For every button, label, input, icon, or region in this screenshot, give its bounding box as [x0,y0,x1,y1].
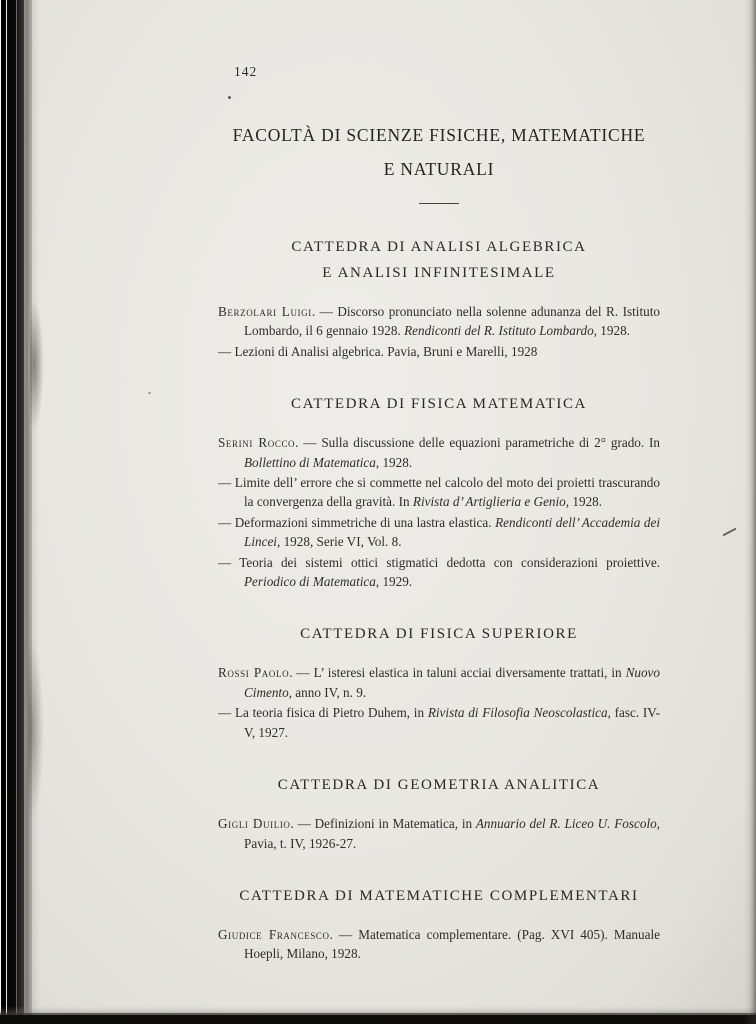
journal-title: Rendiconti dell’ Accademia dei Lincei [244,514,661,550]
section-geometria-analitica [218,772,660,853]
title-divider [419,203,459,204]
section-fisica-superiore [218,621,660,742]
section-heading-line: CATTEDRA DI ANALISI ALGEBRICA [291,239,587,255]
section-heading-line: CATTEDRA DI GEOMETRIA ANALITICA [277,777,601,794]
journal-title: Rendiconti del R. Istituto Lombardo [404,323,594,339]
section-heading [218,772,660,798]
journal-title: Bollettino di Matematica [244,454,376,470]
entry-text: , fasc. IV-V, 1927. [244,705,660,740]
entry-text: — Lezioni di Analisi algebrica. Pavia, Bruni e Marelli, 1928 [218,343,538,359]
section-heading [218,621,660,647]
faculty-title-line: E NATURALI [383,159,495,179]
section-heading [218,883,660,909]
entry-text: , 1928. [593,323,630,339]
section-heading-line: E ANALISI INFINITESIMALE [322,265,556,281]
author-name: Serini Rocco [218,435,296,451]
section-analisi-algebrica [218,234,660,361]
bibliography-entry [218,553,660,592]
bibliography-entry [218,703,660,742]
entry-text: — Deformazioni simmetriche di una lastra elastica. [218,514,496,530]
entry-text: , 1928. [375,454,413,470]
bibliography-entry [218,814,660,853]
entry-text: — La teoria fisica di Pietro Duhem, in [218,705,428,721]
bibliography-entry [218,663,660,702]
bibliography-entry [218,302,660,341]
faculty-title-line: FACOLTÀ DI SCIENZE FISICHE, MATEMATICHE [232,125,646,145]
journal-title: Periodico di Matematica [244,574,376,590]
section-heading [218,234,660,286]
section-heading-line: CATTEDRA DI FISICA MATEMATICA [290,396,587,413]
entry-text: . — L’ isteresi elastica in taluni acciai diversamente trattati, in [289,665,626,681]
entry-text: , 1928. [565,494,603,510]
entry-text: . — Matematica complementare. (Pag. XVI 405). Manuale Hoepli, Milano, 1928. [244,926,660,962]
journal-title: Rivista d’ Artiglieria e Genio [412,494,566,510]
section-heading-line: CATTEDRA DI FISICA SUPERIORE [300,626,578,643]
bibliography-entry [218,342,660,361]
journal-title: Nuovo Cimento [244,665,661,700]
entry-text: , 1929. [375,574,413,590]
bibliography-entry [218,925,660,964]
entry-text: — Limite dell’ errore che si commette nel calcolo del moto dei proietti trascurando la convergenza della gravità. In [218,475,660,510]
page-bottom-edge [0,1006,756,1024]
binding-smudge [28,640,44,820]
page-number: 142 [234,64,258,79]
ink-speck [228,96,231,99]
pen-mark [722,528,736,537]
binding-smudge [30,300,44,430]
bibliography-entry [218,513,660,552]
ink-speck [148,392,151,394]
bibliography-entry [218,433,660,472]
entry-text: — Teoria dei sistemi ottici stigmatici dedotta con considerazioni proiettive. [218,554,660,570]
entry-text: . — Sulla discussione delle equazioni parametriche di 2° grado. In [295,435,660,451]
author-name: Giudice Francesco [218,926,330,942]
entry-text: , Pavia, t. IV, 1926-27. [244,816,661,851]
journal-title: Annuario del R. Liceo U. Foscolo [475,816,657,832]
section-heading [218,391,660,417]
entry-text: . — Discorso pronunciato nella solenne adunanza del R. Istituto Lombardo, il 6 gennaio 1928. [244,304,660,339]
faculty-title [218,118,660,186]
entry-text: , 1928, Serie VI, Vol. 8. [276,534,402,550]
author-name: Berzolari Luigi [218,304,312,319]
section-fisica-matematica [218,391,660,591]
section-heading-line: CATTEDRA DI MATEMATICHE COMPLEMENTARI [239,887,639,904]
author-name: Gigli Duilio [218,816,291,832]
journal-title: Rivista di Filosofia Neoscolastica [427,705,608,721]
entry-text: , anno IV, n. 9. [288,684,367,700]
author-name: Rossi Paolo [218,665,290,681]
section-matematiche-complementari [218,883,660,964]
page-content [218,0,660,965]
bibliography-entry [218,473,660,512]
book-binding-edge [0,0,40,1024]
entry-text: . — Definizioni in Matematica, in [290,816,476,832]
page-right-edge [744,0,756,1024]
